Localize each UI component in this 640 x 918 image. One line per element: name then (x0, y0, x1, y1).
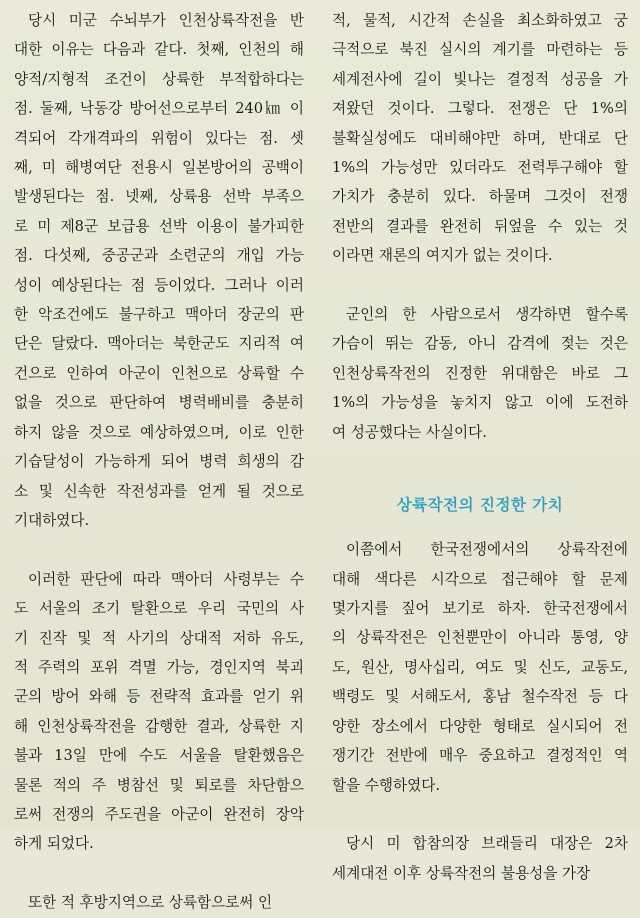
text-line: 의 상륙작전은 인천뿐만이 아니라 통영, 양 (332, 629, 628, 647)
text-line: 성이 예상된다는 점 등이었다. 그러나 이러 (14, 276, 304, 294)
text-line: 1%의 가능성을 놓치지 않고 이에 도전하 (332, 394, 628, 412)
body-paragraph (14, 888, 304, 917)
paragraph-spacer (14, 859, 304, 888)
body-paragraph (332, 535, 628, 800)
paragraph-spacer (332, 800, 628, 829)
text-line: 쟁기간 전반에 매우 중요하고 결정적인 역 (332, 747, 628, 765)
text-line: 로써 전쟁의 주도권을 아군이 완전히 장악 (14, 805, 304, 823)
text-line: 세계전사에 길이 빛나는 결정적 성공을 가 (332, 70, 628, 88)
text-line: 여 성공했다는 사실이다. (332, 423, 487, 441)
text-line: 기대하였다. (14, 511, 90, 529)
paragraph-spacer (332, 447, 628, 476)
text-line: 단은 달랐다. 맥아더는 북한군도 지리적 여 (14, 335, 304, 353)
text-line: 당시 미 합참의장 브래들리 대장은 2차 (346, 835, 628, 853)
text-line: 양한 장소에서 다양한 형태로 실시되어 전 (332, 717, 628, 735)
text-line: 도, 원산, 명사십리, 여도 및 신도, 교동도, (332, 658, 628, 676)
body-paragraph (14, 6, 304, 535)
text-line: 이쯤에서 한국전쟁에서의 상륙작전에 (346, 541, 628, 559)
right-text-column (332, 6, 628, 888)
text-line: 대해 색다른 시각으로 접근해야 할 문제 (332, 570, 628, 588)
text-line: 째, 미 해병여단 전용시 일본방어의 공백이 (14, 159, 304, 177)
text-line: 전반의 결과를 완전히 뒤엎을 수 있는 것 (332, 217, 628, 235)
text-line: 백령도 및 서해도서, 홍남 철수작전 등 다 (332, 688, 628, 706)
text-line: 대한 이유는 다음과 같다. 첫째, 인천의 해 (14, 41, 304, 59)
text-line: 가치가 충분히 있다. 하물며 그것이 전쟁 (332, 188, 628, 206)
text-line: 당시 미군 수뇌부가 인천상륙작전을 반 (28, 12, 304, 29)
text-line: 또한 적 후방지역으로 상륙함으로써 인 (28, 894, 273, 912)
text-line: 양적/지형적 조건이 상륙한 부적합하다는 (14, 70, 304, 88)
text-line: 불과 13일 만에 수도 서울을 탈환했음은 (14, 747, 304, 765)
text-line: 이러한 판단에 따라 맥아더 사령부는 수 (28, 570, 304, 588)
text-line: 로 미 제8군 보급용 선박 이용이 불가피한 (14, 217, 304, 235)
text-line: 1%의 가능성만 있더라도 전력투구해야 할 (332, 159, 628, 177)
text-line: 기 진작 및 적 사기의 상대적 저하 유도, (14, 629, 304, 647)
text-line: 점. 다섯째, 중공군과 소련군의 개입 가능 (14, 247, 304, 265)
text-line: 세계대전 이후 상륙작전의 불용성을 가장 (332, 864, 591, 882)
text-line: 하지 않을 것으로 예상하였으며, 이로 인한 (14, 423, 304, 441)
text-line: 극적으로 북진 실시의 계기를 마련하는 등 (332, 41, 628, 59)
text-line: 발생된다는 점. 넷째, 상륙용 선박 부족으 (14, 188, 304, 206)
text-line: 군인의 한 사람으로서 생각하면 할수록 (346, 306, 628, 324)
body-paragraph (14, 565, 304, 859)
section-heading: 상륙작전의 진정한 가치 (396, 496, 564, 515)
text-line: 없을 것으로 판단하여 병력배비를 충분히 (14, 394, 304, 412)
text-line: 해 인천상륙작전을 감행한 결과, 상륙한 지 (14, 717, 304, 735)
text-line: 이라면 재론의 여지가 없는 것이다. (332, 247, 553, 265)
body-paragraph (332, 829, 628, 888)
text-line: 몇가지를 짚어 보기로 하자. 한국전쟁에서 (332, 600, 628, 618)
text-line: 건으로 인하여 아군이 인천으로 상륙할 수 (14, 364, 304, 382)
body-paragraph (332, 300, 628, 447)
text-line: 불확실성에도 대비해야만 하며, 반대로 단 (332, 129, 628, 147)
text-line: 하게 되었다. (14, 835, 94, 853)
text-line: 인천상륙작전의 진정한 위대함은 바로 그 (332, 364, 628, 382)
left-text-column (14, 6, 304, 918)
text-line: 군의 방어 와해 등 전략적 효과를 얻기 위 (14, 688, 304, 706)
body-paragraph (332, 6, 628, 271)
paragraph-spacer (332, 271, 628, 300)
text-line: 져왔던 것이다. 그렇다. 전쟁은 단 1%의 (332, 100, 628, 118)
text-line: 물론 적의 주 병참선 및 퇴로를 차단함으 (14, 776, 304, 794)
text-line: 적, 물적, 시간적 손실을 최소화하였고 궁 (332, 12, 628, 29)
text-line: 가슴이 뛰는 감동, 아니 감격에 젖는 것은 (332, 335, 628, 353)
text-line: 소 및 신속한 작전성과를 얻게 될 것으로 (14, 482, 304, 500)
text-line: 점. 둘째, 낙동강 방어선으로부터 240㎞ 이 (14, 100, 304, 118)
paragraph-spacer (14, 535, 304, 564)
text-line: 기습달성이 가능하게 되어 병력 희생의 감 (14, 453, 304, 471)
text-line: 격되어 각개격파의 위험이 있다는 점. 셋 (14, 129, 304, 147)
text-line: 도 서울의 조기 탈환으로 우리 국민의 사 (14, 600, 304, 618)
text-line: 한 악조건에도 불구하고 맥아더 장군의 판 (14, 306, 304, 324)
text-line: 적 주력의 포위 격멸 가능, 경인지역 북괴 (14, 658, 304, 676)
text-line: 할을 수행하였다. (332, 776, 440, 794)
